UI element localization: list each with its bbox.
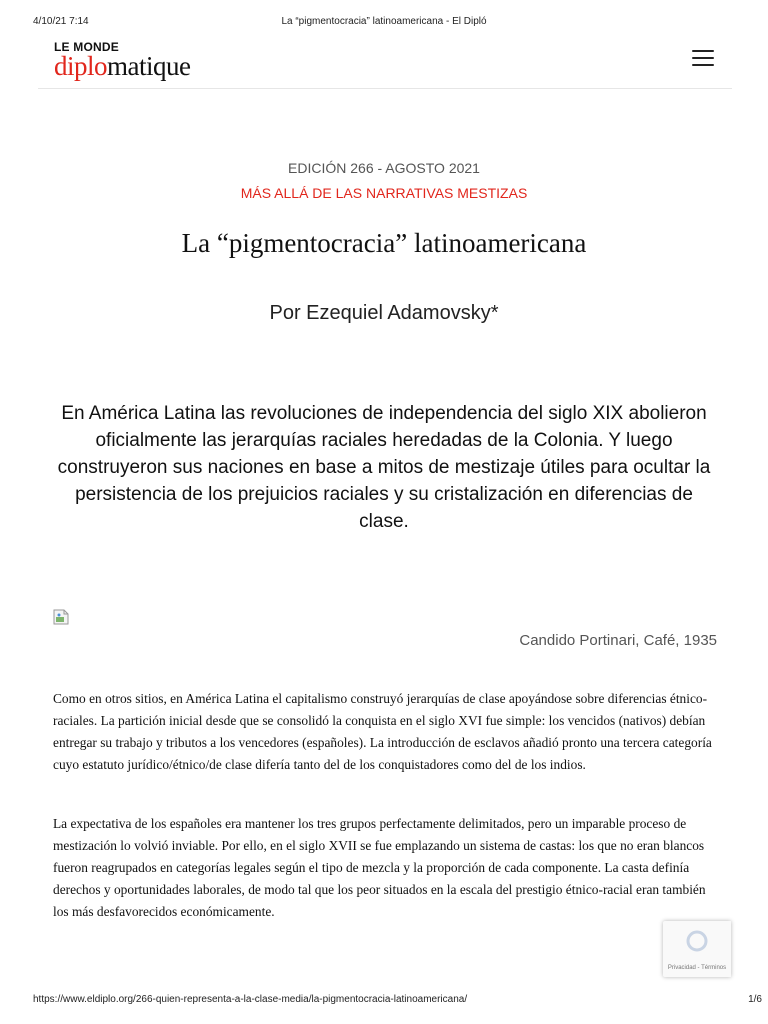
- recaptcha-badge[interactable]: [663, 921, 731, 977]
- article-paragraph-2: La expectativa de los españoles era mantener los tres grupos perfectamente delimitados, pero un imparable proceso de mestización lo volvió inviable. Por ello, en el siglo XVII se fue emplazando un sistema de castas: los que no eran blancos fueron reagrupados en categorías legales según el tipo de mezcla y la proporción de cada componente. La casta definía derechos y oportunidades laborales, de modo tal que los peor situados en la escala del prestigio étnico-racial eran también los más desfavorecidos económicamente.: [53, 816, 706, 919]
- edition-label[interactable]: EDICIÓN 266 - AGOSTO 2021: [288, 160, 480, 176]
- site-header: [38, 38, 732, 89]
- print-footer: [0, 994, 768, 1008]
- article-byline: Por Ezequiel Adamovsky*: [269, 302, 499, 324]
- print-page-number: 1/6: [748, 994, 762, 1005]
- article-lead: En América Latina las revoluciones de independencia del siglo XIX abolieron oficialmente las jerarquías raciales heredadas de la Colonia. Y luego construyeron sus naciones en base a mitos de mestizaje útiles para ocultar la persistencia de los prejuicios raciales y su cristalización en diferencias de clase.: [57, 403, 711, 532]
- article-kicker: MÁS ALLÁ DE LAS NARRATIVAS MESTIZAS: [240, 185, 528, 201]
- recaptcha-legal[interactable]: Privacidad - Términos: [667, 965, 727, 971]
- logo-accent-text: diplo: [54, 51, 108, 81]
- broken-image-icon: [53, 609, 69, 625]
- logo-diplomatique: [54, 51, 191, 81]
- recaptcha-icon: [663, 921, 731, 961]
- print-url: https://www.eldiplo.org/266-quien-representa-a-la-clase-media/la-pigmentocracia-latinoamericana/: [33, 994, 468, 1005]
- image-caption: Candido Portinari, Café, 1935: [519, 632, 717, 649]
- article-title: La “pigmentocracia” latinoamericana: [181, 228, 587, 258]
- print-page-title: La “pigmentocracia” latinoamericana - El Dipló: [281, 16, 487, 27]
- site-logo[interactable]: [54, 40, 224, 82]
- logo-le-monde: LE MONDE: [54, 40, 119, 54]
- article-paragraph-1: Como en otros sitios, en América Latina el capitalismo construyó jerarquías de clase apoyándose sobre diferencias étnico-raciales. La partición inicial desde que se consolidó la conquista en el siglo XVI fue simple: los vencidos (nativos) debían entregar su trabajo y tributos a los vencedores (españoles). La introducción de esclavos añadió pronto una tercera categoría cuyo estatuto jurídico/étnico/de clase difería tanto del de los conquistadores como del de los indios.: [53, 691, 712, 772]
- print-header: [0, 16, 768, 30]
- logo-rest-text: matique: [107, 51, 191, 81]
- hamburger-menu-icon[interactable]: [692, 50, 714, 68]
- print-date: 4/10/21 7:14: [33, 16, 89, 27]
